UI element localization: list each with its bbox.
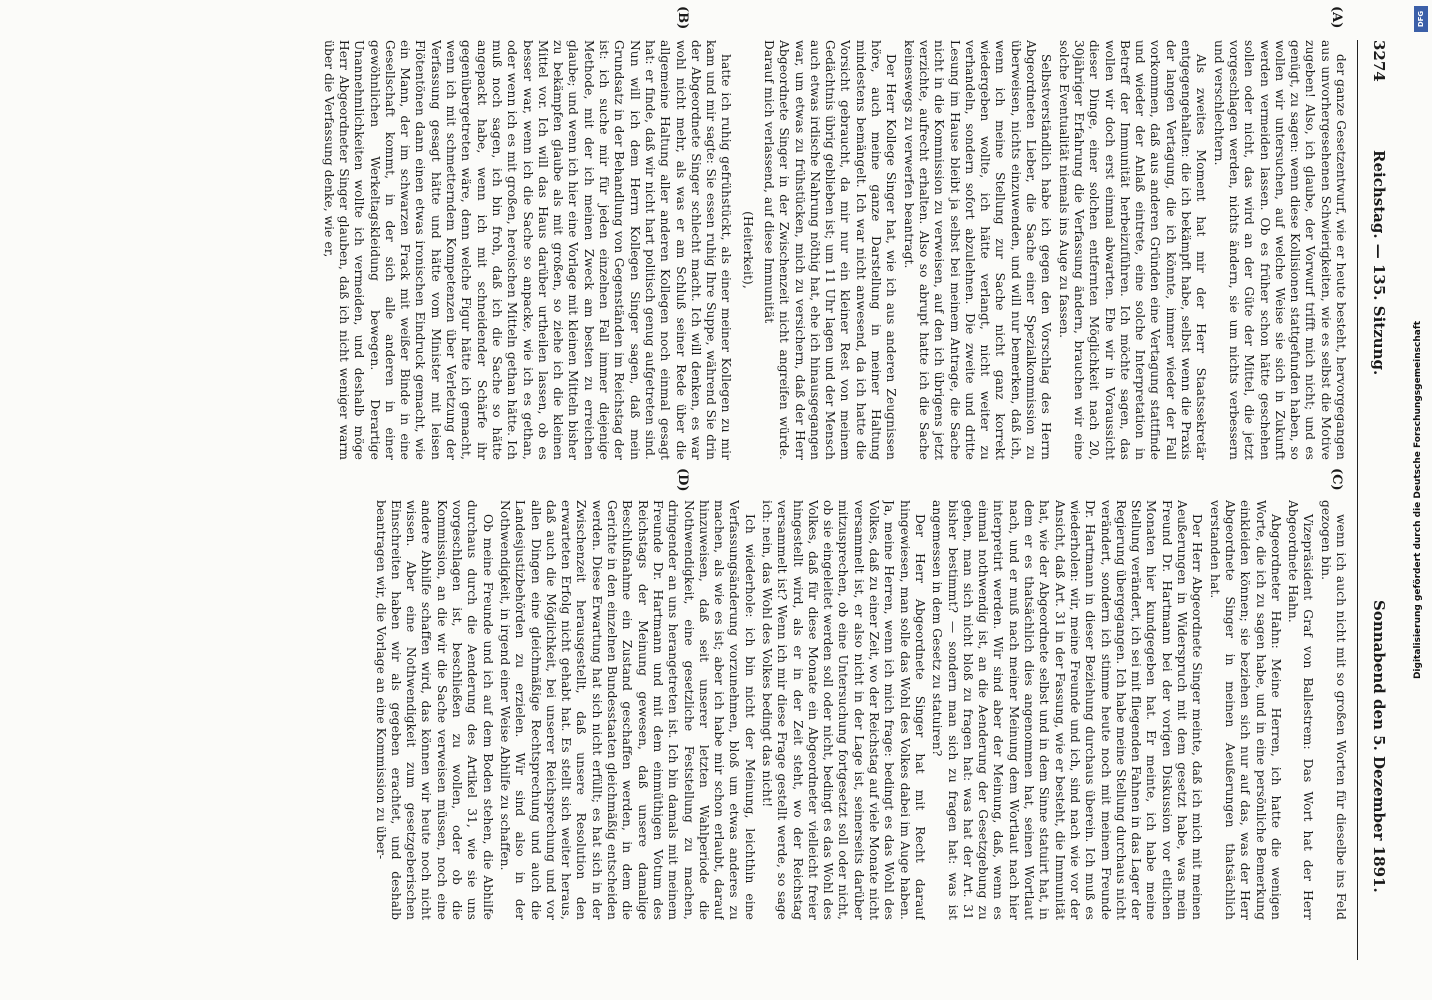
margin-marker-a: (A) [1329,6,1344,29]
dfg-logo [1414,6,1428,32]
right-text-column [38,500,1348,920]
paragraph: Ob meine Freunde und ich auf dem Boden stehen, die Abhilfe durchaus durch die Aenderung des Artikel 31, wie sie uns vorgeschlagen ist, beschließen zu wollen, oder ob die Kommission, an die wir die Sache verweisen müssen, noch eine andere Abhilfe schaffen wird, das können wir heute noch nicht wissen. Aber eine Nothwendigkeit zum gesetzgeberischen Einschreiten haben wir als gegeben erachtet, und deshalb beantragen wir, die Vorlage an eine Kommission zu über- [373,500,495,920]
header-rule [1357,40,1358,960]
margin-marker-b: (B) [675,6,690,30]
paragraph: hatte ich ruhig gefrühstückt, als einer meiner Kollegen zu mir kam und mir sagte: Sie essen ruhig Ihre Suppe, während Sie drin der Abgeordnete Singer schlecht macht. Ich will denken, es war wohl nicht mehr, als was er am Schluß seiner Rede über die allgemeine Haltung aller anderen Kollegen noch einmal gesagt hat: er finde, daß wir nicht hart politisch genug aufgetreten sind. Nun will ich dem Herrn Kollegen Singer sagen, daß mein Grundsatz in der Behandlung von Gegenständen im Reichstag der ist: ich suche mir für jeden einzelnen Fall immer diejenige Methode, mit der ich meinen Zweck am besten zu erreichen glaube; und wenn ich hier eine Vorlage mit kleinen Mitteln bisher zu bekämpfen glaube als mit großen, so ziehe ich die kleinen Mittel vor. Ich will das Haus darüber urtheilen lassen, ob es besser war, wenn ich die Sache so anpacke, wie ich es gethan, oder wenn ich es mit großen, heroischen Mitteln gethan hätte. Ich muß noch sagen, ich bin froh, daß ich die Sache so hätte angepackt habe, wenn ich mit schneidender Schärfe ihr gegenübergetreten wäre, denn welche Figur hätte ich gemacht, wenn ich mit schmetterndem Kompetenzen über Verletzung der Verfassung gesagt hätte und hätte vom Minister mit leisen Flötentönen dann einen etwas ironischen Eindruck gemacht, wie ein Mann, der im schwarzen Frack mit weißer Binde in eine Gesellschaft kommt, in der sich alle anderen in einer gewöhnlichen Werkeltagskleidung bewegen. Derartige Unannehmlichkeiten wollte ich vermeiden, und deshalb möge Herr Abgeordneter Singer glauben, daß ich nicht weniger warm über die Verfassung denke, wie er, [321,40,734,460]
interjection: (Heiterkeit), [740,211,755,289]
speaker-paragraph: Abgeordneter Hahn: Meine Herren, ich hatte die wenigen Worte, die ich zu sagen habe, und in eine persönliche Bemerkung einkleiden können; sie beziehen sich nur auf das, was der Herr Abgeordnete Singer in meinen Aeußerungen thatsächlich verstanden hat. [1207,500,1283,920]
paragraph: Ich wiederhole: ich bin nicht der Meinung, leichthin eine Verfassungsänderung vorzunehmen, bloß um etwas anderes zu machen, als wie es ist; aber ich habe mir schon erlaubt, darauf hinzuweisen, daß seit unserer letzten Wahlperiode die Nothwendigkeit, eine gesetzliche Feststellung zu machen, dringender an uns herangetreten ist. Ich bin damals mit meinem Freunde Dr. Hartmann und mit dem einmüthigen Votum des Reichstags der Meinung gewesen, daß unsere damalige Beschlußnahme ein Zustand geschaffen werden, in dem die Gerichte in den einzelnen Bundesstaaten gleichmäßig entscheiden werden. Diese Erwartung hat sich nicht erfüllt; es hat sich in der Zwischenzeit herausgestellt, daß unsere Resolution den erwarteten Erfolg nicht gehabt hat. Es stellt sich weiter heraus, daß auch die Möglichkeit, bei unserer Reichsprechung und vor allen Dingen eine gleichmäßige Rechtsprechung und auch die Landesjustizbehörden zu erzielen. Wir sind also in der Nothwendigkeit, in irgend einer Weise Abhilfe zu schaffen. [497,500,757,920]
paragraph: Der Herr Kollege Singer hat, wie ich aus anderen Zeugnissen höre, auch meine ganze Darstellung in meiner Haltung mindestens bemängelt. Ich war nicht anwesend, da ich hatte die Vorsicht gebraucht, da mir nur ein kleiner Rest von meinem Gedächtnis übrig geblieben ist; um 11 Uhr lagen und der Mensch auch etwas irdische Nahrung nöthig hat, ehe ich hinausgegangen war, um etwas zu frühstücken, mich zu versichern, daß der Herr Abgeordnete Singer in der Zwischenzeit nicht angreifen würde. Darauf mich verlassend, auf diese Immunität [762,40,899,460]
header-date: Sonnabend den 5. Dezember 1891. [1370,600,1388,893]
paragraph: Der Herr Abgeordnete Singer meinte, daß ich mich mit meinen Aeußerungen in Widerspruch mit dem gesetzt habe, was mein Freund Dr. Hartmann bei der vorigen Diskussion vor etlichen Monaten hier kundgegeben hat. Er meinte, ich habe meine Stellung verändert, ich sei mit fliegenden Fahnen in das Lager der Regierung übergegangen. Ich habe meine Stellung durchaus nicht verändert, sondern ich stimme heute noch mit meinem Freunde Dr. Hartmann in dieser Beziehung durchaus überein. Ich muß es wiederholen: wir, meine Freunde und ich, sind nach wie vor der Ansicht, daß Art. 31 in der Fassung, wie er besteht, die Immunität hat, wie der Abgeordnete selbst und in dem Sinne statuirt hat, in dem er es thatsächlich dies angenommen hat, seinen Wortlaut nach, und er muß nach meiner Meinung dem Wortlaut nach hier interpretirt werden. Wir sind aber der Meinung, daß, wenn es einmal nothwendig ist, an die Aenderung der Gesetzgebung zu gehen, man sich nicht bloß zu fragen hat: was hat der Art. 31 bisher bestimmt? — sondern man sich zu fragen hat: was ist angemessen in dem Gesetz zu statuiren? [930,500,1205,920]
dfg-logo-text: DFG [1417,10,1425,28]
paragraph: Selbstverständlich habe ich gegen den Vorschlag des Herrn Abgeordneten Lieber, die Sache einer Spezialkommission zu überweisen, nichts einzuwenden, und will nur bemerken, daß ich, wenn ich meine Stellung zur Sache nicht ganz korrekt wiedergeben wollte, ich hätte verlangt, nicht weiter zu verhandeln, sondern sofort abzulehnen. Die zweite und dritte Lesung im Hause bleibt ja selbst bei meinem Antrage, die Sache nicht in die Kommission zu verweisen, auf den ich übrigens jetzt verzichte, aufrecht erhalten. Also so abrupt hatte ich die Sache keineswegs zu verwerfen beantragt. [901,40,1054,460]
paragraph: der ganze Gesetzentwurf, wie er heute besteht, hervorgegangen aus unvorhergesehenen Schwierigkeiten, wie es selbst die Motive zugeben! Also, ich glaube, der Vorwurf trifft mich nicht; und es genügt, zu sagen: wenn diese Kollisionen stattgefunden haben, so wollen wir untersuchen, auf welche Weise sie sich in Zukunft werden vermeiden lassen. Ob es früher schon hätte geschehen sollen oder nicht, das wird an der Güte der Mittel, die jetzt vorgeschlagen werden, nichts ändern, sie um nichts verbessern und verschlechtern. [1211,40,1348,460]
paragraph: Als zweites Moment hat mir der Herr Staatssekretär entgegengehalten: die ich bekämpft habe, selbst wenn die Praxis der langen Vertagung, die ich könnte, immer wieder der Fall vorkommen, daß aus anderen Gründen eine Vertagung stattfinde und wieder der Anlaß eintrete, eine solche Interpretation in Betreff der Immunität herbeizuführen. Ich möchte sagen, das wollen wir doch erst einmal abwarten. Ehe wir in Voraussicht dieser Dinge, einer solchen entfernten Möglichkeit nach 20, 30jähriger Erfahrung die Verfassung ändern, brauchen wir eine solche Eventualität niemals ins Auge zu fassen. [1056,40,1209,460]
margin-marker-c: (C) [1329,468,1344,491]
paragraph: Der Herr Abgeordnete Singer hat mit Recht darauf hingewiesen, man solle das Wohl des Volkes dabei im Auge haben. Ja, meine Herren, wenn ich mich frage: bedingt es das Wohl des Volkes, daß zu einer Zeit, wo der Reichstag auf viele Monate nicht versammelt ist, er also nicht in der Lage ist, seinerseits darüber mitzusprechen, ob eine Untersuchung fortgesetzt soll oder nicht, ob sie eingeleitet werden soll oder nicht, bedingt es das Wohl des Volkes, daß für diese Monate ein Abgeordneter vielleicht freier hingestellt wird, als er in der Zeit steht, wo der Reichstag versammelt ist? Wenn ich mir diese Frage gestellt werde, so sage ich: nein, das Wohl des Volkes bedingt das nicht! [760,500,927,920]
header-session-title: Reichstag. — 135. Sitzung. [1370,150,1388,376]
page-header [1358,40,1398,960]
page-number: 3274 [1370,40,1388,82]
credit-text: Digitalisierung gefördert durch die Deutsche Forschungsgemeinschaft [1413,320,1423,680]
margin-marker-d: (D) [675,468,690,492]
speaker-paragraph: Vizepräsident Graf von Ballestrem: Das Wort hat der Herr Abgeordnete Hahn. [1286,500,1316,920]
digitization-credit [1408,0,1428,1000]
left-text-column [38,40,1348,460]
paragraph: wenn ich auch nicht mit so großen Worten für dieselbe ins Feld gezogen bin. [1318,500,1348,920]
